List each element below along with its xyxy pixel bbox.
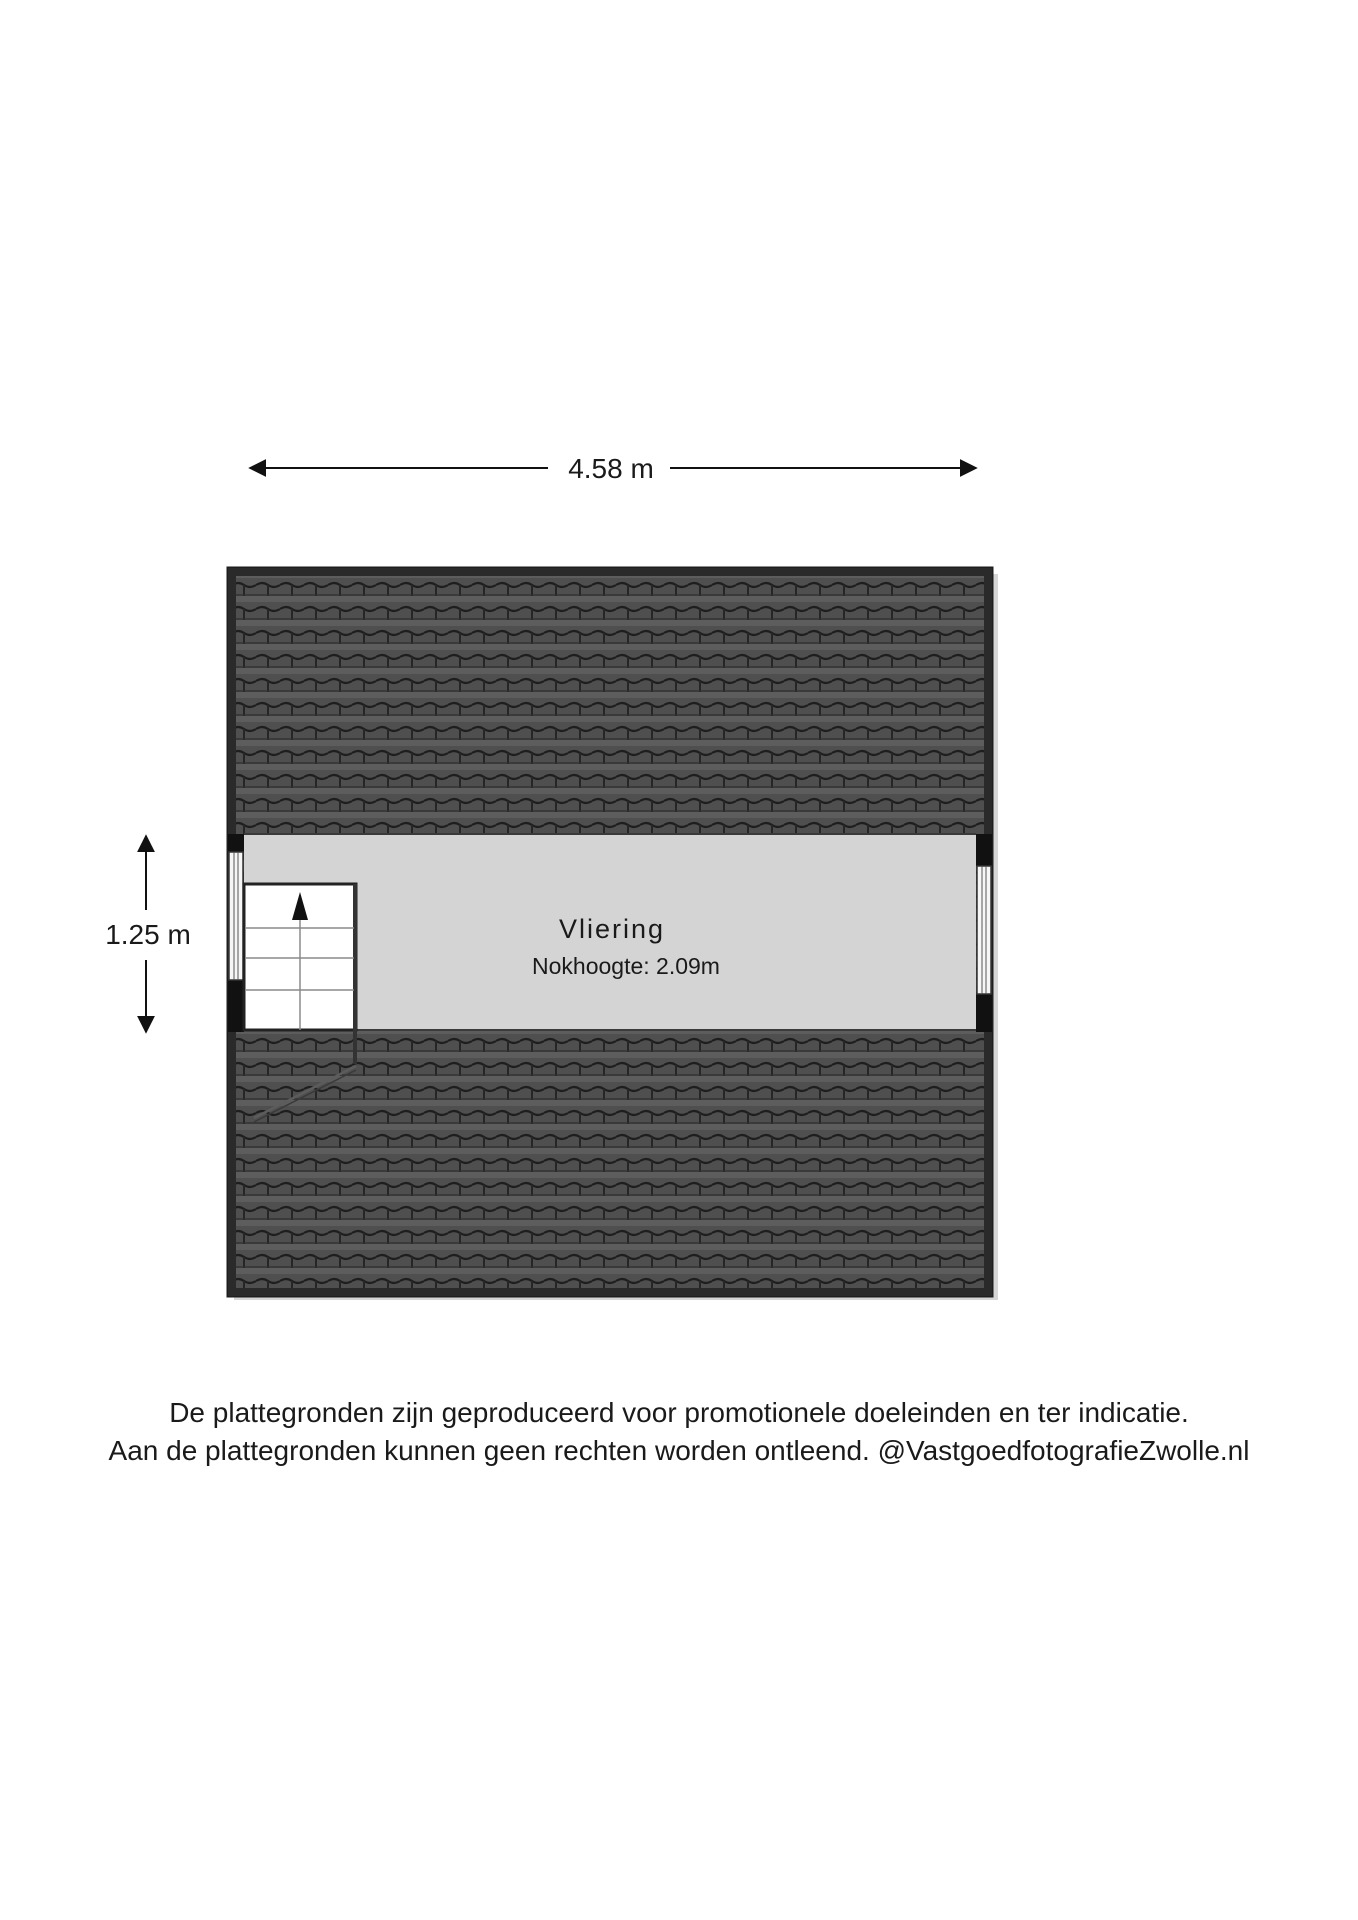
width-label: 4.58 m — [568, 453, 654, 484]
disclaimer-line-1: De plattegronden zijn geproduceerd voor promotionele doeleinden en ter indicatie. — [169, 1397, 1189, 1428]
width-dimension — [250, 453, 976, 484]
room-name: Vliering — [558, 914, 666, 944]
depth-label: 1.25 m — [105, 919, 191, 950]
window-icon — [229, 852, 243, 980]
disclaimer-line-2: Aan de plattegronden kunnen geen rechten worden ontleend. @VastgoedfotografieZwolle.nl — [108, 1435, 1250, 1466]
depth-dimension — [105, 836, 191, 1032]
ridge-height-label: Nokhoogte: 2.09m — [532, 953, 720, 979]
window-icon — [977, 866, 991, 994]
disclaimer — [0, 1394, 1358, 1470]
